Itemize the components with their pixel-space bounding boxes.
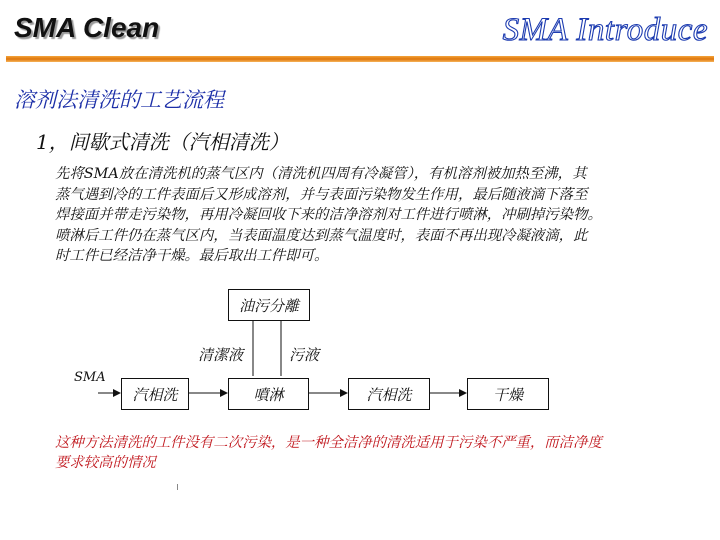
paragraph-line: 先将SMA放在清洗机的蒸气区内（清洗机四周有冷凝管），有机溶剂被加热至沸，其: [55, 166, 587, 182]
paragraph-line: 时工件已经洁净干燥。最后取出工件即可。: [55, 248, 329, 264]
sma-input-label: SMA: [74, 370, 106, 385]
subtitle: 1，间歇式清洗（汽相清洗）: [36, 130, 289, 154]
header-right-title: SMA Introduce: [502, 12, 708, 48]
paragraph-line: 焊接面并带走污染物，再用冷凝回收下来的洁净溶剂对工件进行喷淋，冲刷掉污染物。: [55, 207, 602, 223]
note-line: 要求较高的情况: [55, 455, 156, 471]
clean-liquid-label: 清潔液: [198, 346, 244, 364]
note-line: 这种方法清洗的工件没有二次污染，是一种全洁净的清洗适用于污染不严重，而洁净度: [55, 435, 602, 451]
header-left-title: SMA Clean: [14, 12, 160, 43]
section-title: 溶剂法清洗的工艺流程: [14, 88, 224, 112]
step-dry: 干燥: [467, 378, 549, 410]
paragraph-line: 喷淋后工件仍在蒸气区内，当表面温度达到蒸气温度时，表面不再出现冷凝液滴，此: [55, 227, 588, 244]
step-vapor-wash-1: 汽相洗: [121, 378, 189, 410]
conclusion-note: [55, 433, 695, 473]
step-vapor-wash-2: 汽相洗: [348, 378, 430, 410]
oil-separator-box: 油污分離: [228, 289, 310, 321]
dirty-liquid-label: 污液: [289, 346, 320, 364]
paragraph-line: 蒸气遇到冷的工件表面后又形成溶剂，并与表面污染物发生作用，最后随液滴下落至: [55, 186, 588, 203]
page-marker: [177, 484, 178, 490]
step-spray: 噴淋: [228, 378, 309, 410]
